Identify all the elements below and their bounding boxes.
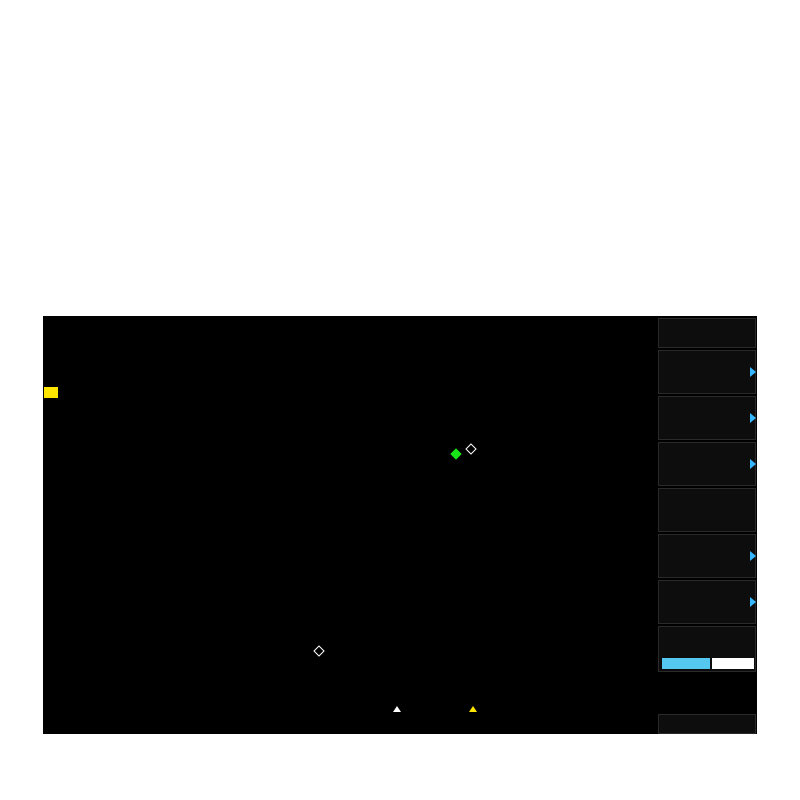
trace-info-panel bbox=[43, 316, 107, 734]
chevron-right-icon bbox=[750, 551, 756, 561]
average-button[interactable] bbox=[658, 626, 756, 672]
smith-chart-plot[interactable] bbox=[107, 334, 657, 714]
menu-title bbox=[658, 318, 756, 348]
num-traces-button[interactable] bbox=[658, 396, 756, 440]
marker-delta1-diamond[interactable] bbox=[451, 449, 461, 459]
local-button[interactable] bbox=[658, 714, 756, 734]
chevron-right-icon bbox=[750, 459, 756, 469]
average-on-toggle[interactable] bbox=[662, 658, 710, 669]
chevron-right-icon bbox=[750, 597, 756, 607]
marker-1-diamond[interactable] bbox=[466, 444, 476, 454]
select-trace-button[interactable] bbox=[658, 350, 756, 394]
chevron-right-icon bbox=[750, 367, 756, 377]
chevron-right-icon bbox=[750, 413, 756, 423]
display-button[interactable] bbox=[658, 442, 756, 486]
trace-hold-button[interactable] bbox=[658, 534, 756, 578]
marker-r-diamond[interactable] bbox=[314, 646, 324, 656]
stop-arrow-icon bbox=[469, 706, 477, 712]
markers bbox=[107, 444, 477, 712]
analyzer-screen bbox=[43, 316, 757, 734]
softkey-menu bbox=[657, 316, 757, 734]
average-off-toggle[interactable] bbox=[712, 658, 754, 669]
trace1-badge[interactable] bbox=[44, 387, 58, 398]
math-button[interactable] bbox=[658, 580, 756, 624]
data-to-mem-button[interactable] bbox=[658, 488, 756, 532]
start-arrow-icon bbox=[393, 706, 401, 712]
sweep-status-bar bbox=[107, 714, 657, 734]
